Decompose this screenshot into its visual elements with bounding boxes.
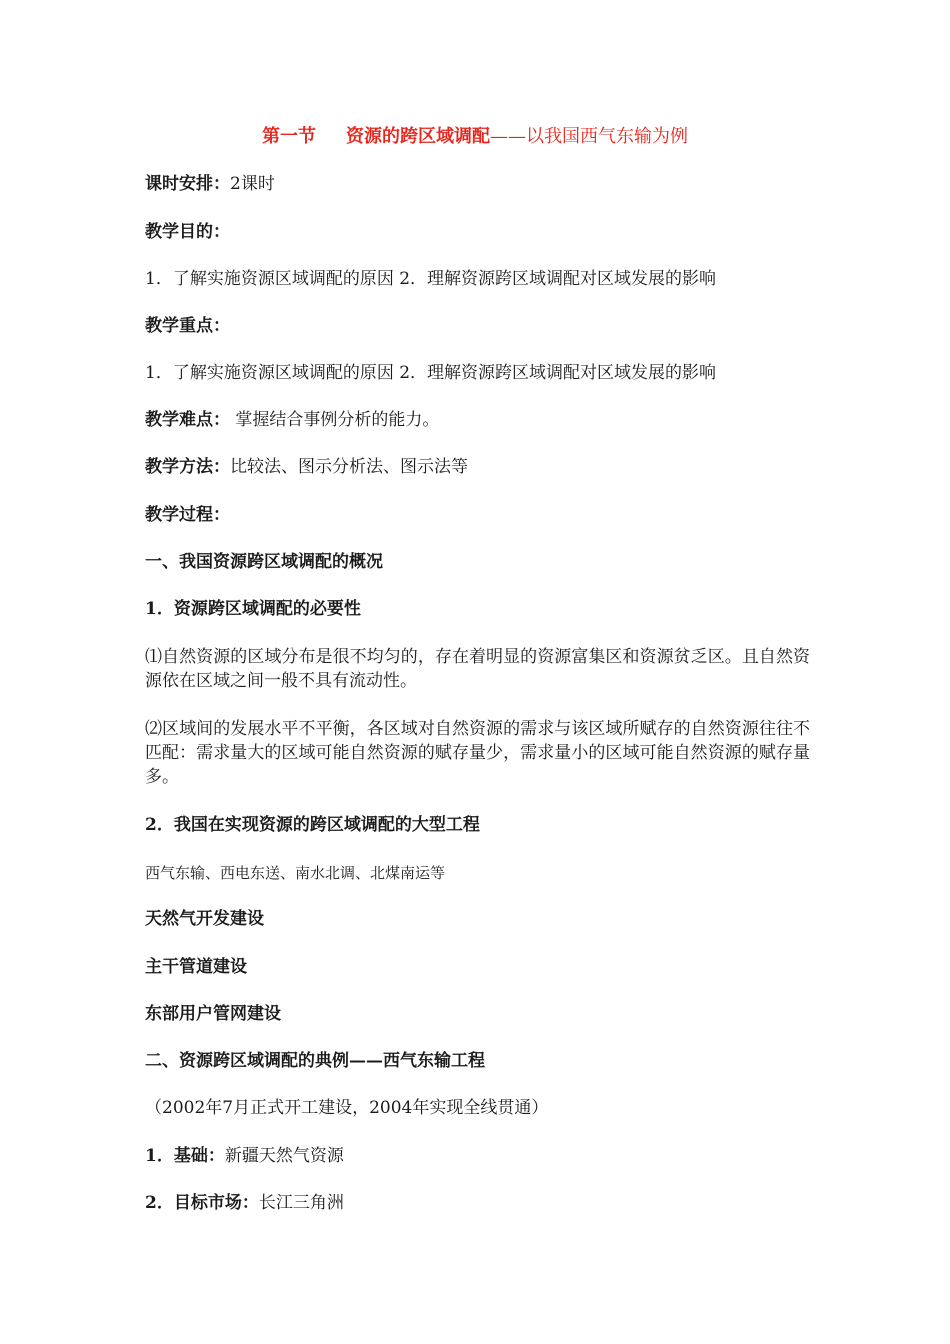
dates-note: （2002年7月正式开工建设，2004年实现全线贯通） <box>145 1098 549 1118</box>
basis-label: 1．基础： <box>145 1146 225 1166</box>
schedule-line <box>145 172 275 196</box>
difficulty-label: 教学难点： <box>145 410 230 430</box>
difficulty-value: 掌握结合事例分析的能力。 <box>230 410 440 430</box>
methods-line <box>145 455 468 479</box>
process-label: 教学过程： <box>145 505 230 525</box>
item-pipeline: 主干管道建设 <box>145 957 247 977</box>
item-gas-development: 天然气开发建设 <box>145 909 264 929</box>
schedule-value: 2课时 <box>230 174 275 194</box>
market-value: 长江三角洲 <box>258 1193 344 1213</box>
projects-text: 西气东输、西电东送、南水北调、北煤南运等 <box>145 864 446 882</box>
difficulty-line <box>145 408 439 432</box>
keypoints-label: 教学重点： <box>145 316 230 336</box>
sub2-heading: 2．我国在实现资源的跨区域调配的大型工程 <box>145 815 480 835</box>
methods-value: 比较法、图示分析法、图示法等 <box>230 457 468 477</box>
methods-label: 教学方法： <box>145 457 230 477</box>
paragraph-2: ⑵区域间的发展水平不平衡，各区域对自然资源的需求与该区域所赋存的自然资源往往不匹配：需求量大的区域可能自然资源的赋存量少，需求量小的区域可能自然资源的赋存量多。 <box>145 719 810 787</box>
market-line <box>145 1191 344 1215</box>
section1-heading: 一、我国资源跨区域调配的概况 <box>145 552 383 572</box>
page-title <box>0 124 950 150</box>
item-network: 东部用户管网建设 <box>145 1004 281 1024</box>
goals-text: 1．了解实施资源区域调配的原因 2．理解资源跨区域调配对区域发展的影响 <box>145 269 717 289</box>
keypoints-text: 1．了解实施资源区域调配的原因 2．理解资源跨区域调配对区域发展的影响 <box>145 363 717 383</box>
goals-label: 教学目的： <box>145 222 230 242</box>
schedule-label: 课时安排： <box>145 174 230 194</box>
paragraph-1: ⑴自然资源的区域分布是很不均匀的，存在着明显的资源富集区和资源贫乏区。且自然资源依在区域之间一般不具有流动性。 <box>145 647 810 691</box>
basis-value: 新疆天然气资源 <box>224 1146 344 1166</box>
title-main: 资源的跨区域调配 <box>346 126 490 147</box>
title-sub: ——以我国西气东输为例 <box>490 126 688 147</box>
sub1-heading: 1．资源跨区域调配的必要性 <box>145 599 361 619</box>
market-label: 2．目标市场： <box>145 1193 259 1213</box>
title-section: 第一节 <box>262 126 316 147</box>
basis-line <box>145 1144 344 1168</box>
section2-heading: 二、资源跨区域调配的典例——西气东输工程 <box>145 1051 485 1071</box>
